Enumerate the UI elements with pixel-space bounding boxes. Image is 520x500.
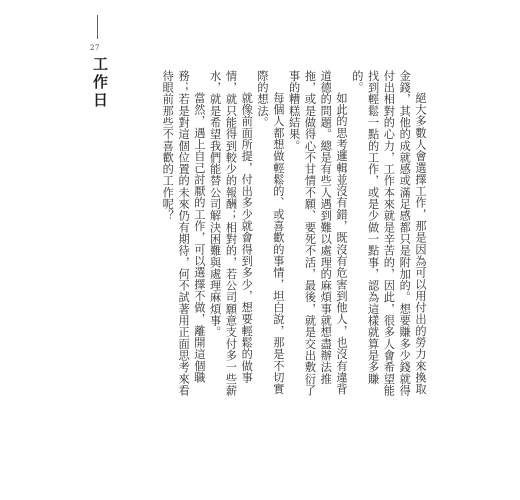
chapter-title: 工作日 <box>91 56 109 110</box>
header-rule <box>97 15 98 39</box>
paragraph-5: 當然，遇上自己討厭的工作，可以選擇不做，離開這個職務；若是對這個位置的未來仍有期待，何不試著用正面思考來看待眼前那些不喜歡的工作呢？ <box>161 70 206 397</box>
paragraph-3: 每個人都想做輕鬆的、或喜歡的事情，坦白說，那是不切實際的想法。 <box>256 70 285 396</box>
paragraph-4: 就像前面所提，付出多少就會得到多少，想要輕鬆的做事情，就只能得到較少的報酬；相對的，若公司願意支付多一些薪水，就是希望我們能替公司解決困難與處理麻煩事。 <box>208 70 254 397</box>
page-number: 27 <box>90 44 100 52</box>
paragraph-1: 絕大多數人會選擇工作，那是因為可以用付出的勞力來換取金錢，其他的成就感或滿足感都只是附加的。想要賺多少錢就得付出相對的心力，工作本來就是辛苦的，因此，很多人會希望能找到輕鬆一點的工作，或是少做一點事，認為這樣就算是多賺的。 <box>350 70 427 397</box>
paragraph-2: 如此的思考邏輯並沒有錯，既沒有危害到他人，也沒有違背道德的問題。總是有些人遇到難以處理的麻煩事就想盡辦法推拖，或是做得心不甘情不願、要死不活，最後，就是交出敷衍了事的糟糕結果。 <box>287 70 349 397</box>
body-text <box>159 70 428 400</box>
